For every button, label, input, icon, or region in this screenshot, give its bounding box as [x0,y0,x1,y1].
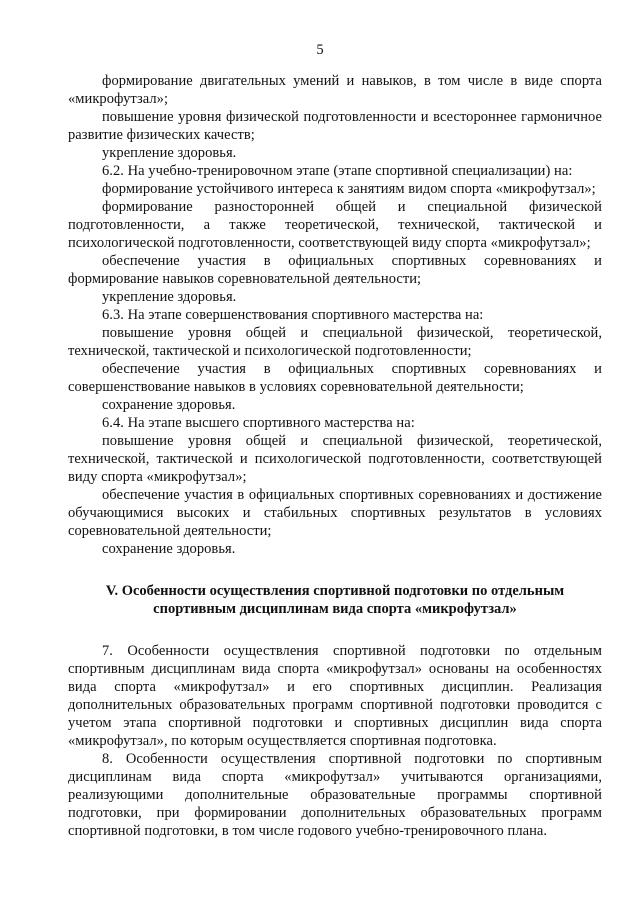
section-heading: V. Особенности осуществления спортивной подготовки по отдельным спортивным дисциплинам вида спорта «микрофутзал» [105,583,565,617]
paragraph: формирование разносторонней общей и специальной физической подготовленности, а также теоретической, технической, тактической и психологической подготовленности, соответствующей виду спорта «микрофутзал»; [68,199,602,251]
paragraph: обеспечение участия в официальных спортивных соревнованиях и достижение обучающимися высоких и стабильных спортивных результатов в условиях соревновательной деятельности; [68,487,602,539]
paragraph: сохранение здоровья. [102,397,236,413]
paragraph: 6.2. На учебно-тренировочном этапе (этапе спортивной специализации) на: [102,163,573,179]
paragraph: 8. Особенности осуществления спортивной подготовки по спортивным дисциплинам вида спорта «микрофутзал» учитываются организациями, реализующими дополнительные образовательные программы спортивной подготовки, при формировании дополнительных образовательных программ спортивной подготовки, в том числе годового учебно-тренировочного плана. [68,751,602,839]
paragraph: 7. Особенности осуществления спортивной подготовки по отдельным спортивным дисциплинам вида спорта «микрофутзал» основаны на особенностях вида спорта «микрофутзал» и его спортивных дисциплин. Реализация дополнительных образовательных программ спортивной подготовки проводится с учетом этапа спортивной подготовки и спортивных дисциплин вида спорта «микрофутзал», по которым осуществляется спортивная подготовка. [68,643,602,749]
paragraph: формирование устойчивого интереса к занятиям видом спорта «микрофутзал»; [102,181,596,197]
paragraph: повышение уровня общей и специальной физической, теоретической, технической, тактической и психологической подготовленности; [68,325,602,359]
paragraph: повышение уровня физической подготовленности и всестороннее гармоничное развитие физических качеств; [68,109,602,143]
paragraph: 6.3. На этапе совершенствования спортивного мастерства на: [102,307,484,323]
paragraph: повышение уровня общей и специальной физической, теоретической, технической, тактической и психологической подготовленности, соответствующей виду спорта «микрофутзал»; [68,433,602,485]
paragraph: 6.4. На этапе высшего спортивного мастерства на: [102,415,415,431]
page-number: 5 [316,42,324,58]
paragraph: укрепление здоровья. [102,289,237,305]
paragraph: укрепление здоровья. [102,145,237,161]
paragraph: обеспечение участия в официальных спортивных соревнованиях и совершенствование навыков в условиях соревновательной деятельности; [68,361,602,395]
paragraph: обеспечение участия в официальных спортивных соревнованиях и формирование навыков соревновательной деятельности; [68,253,602,287]
paragraph: сохранение здоровья. [102,541,236,557]
document-body [68,72,602,840]
paragraph: формирование двигательных умений и навыков, в том числе в виде спорта «микрофутзал»; [68,73,602,107]
